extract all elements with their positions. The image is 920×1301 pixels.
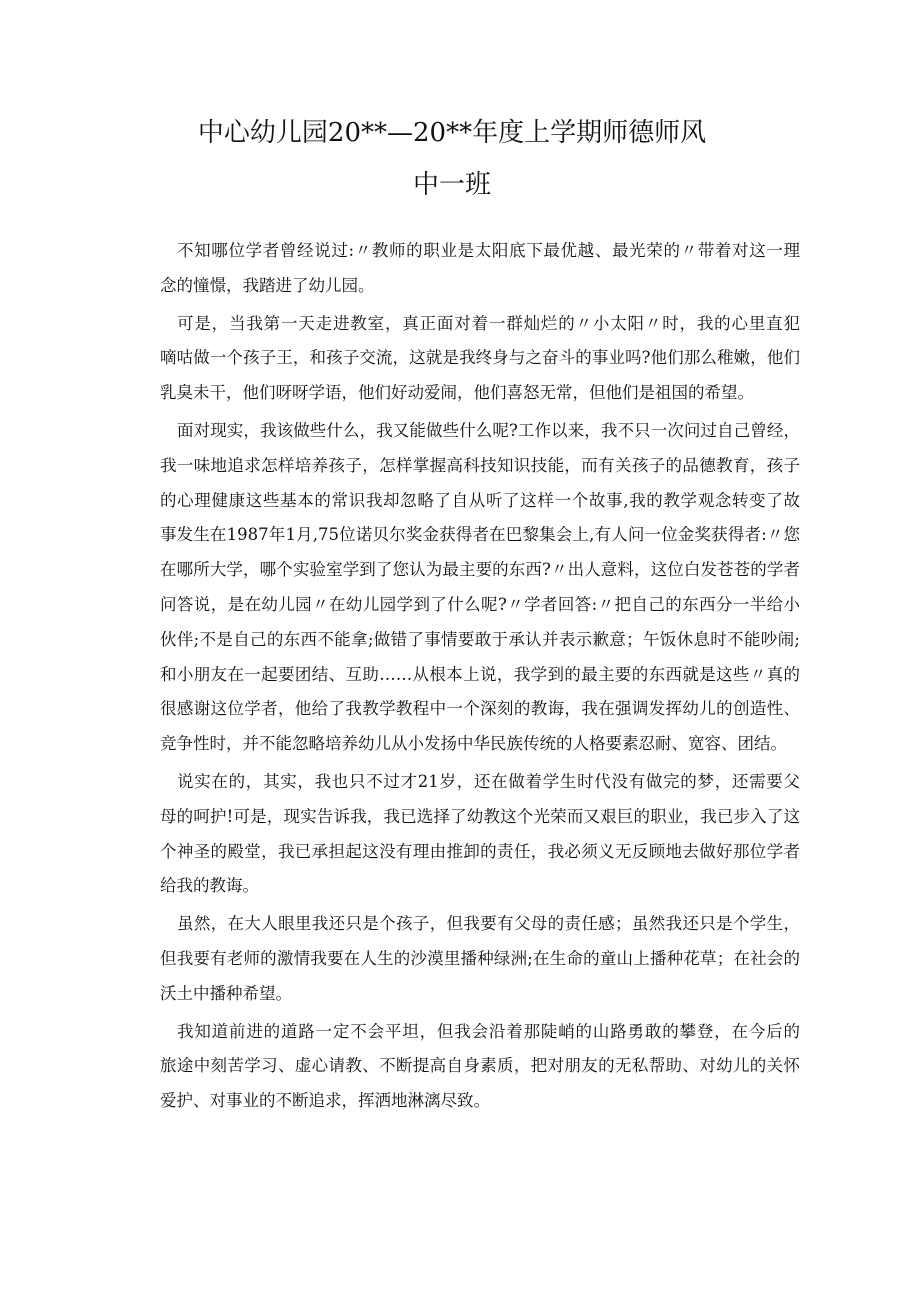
text-line: 个神圣的殿堂，我已承担起这没有理由推卸的责任，我必须义无反顾地去做好那位学者 <box>160 841 800 861</box>
document-body <box>160 234 800 1122</box>
text-line: 面对现实，我该做些什么，我又能做些什么呢?工作以来，我不只一次问过自己曾经， <box>177 420 800 440</box>
text-line: 母的呵护!可是，现实告诉我，我已选择了幼教这个光荣而又艰巨的职业，我已步入了这 <box>160 806 800 826</box>
text-line: 伙伴;不是自己的东西不能拿;做错了事情要敢于承认并表示歉意；午饭休息时不能吵闹; <box>160 629 800 649</box>
text-line: 乳臭未干，他们呀呀学语，他们好动爱闹，他们喜怒无常，但他们是祖国的希望。 <box>160 383 754 403</box>
text-line: 给我的教诲。 <box>160 876 259 896</box>
text-line: 不知哪位学者曾经说过:〃教师的职业是太阳底下最优越、最光荣的〃带着对这一理 <box>177 241 800 260</box>
paragraph <box>160 1015 800 1119</box>
text-line: 事发生在1987年1月,75位诺贝尔奖金获得者在巴黎集会上,有人问一位金奖获得者:〃您 <box>160 525 800 545</box>
text-line: 在哪所大学，哪个实验室学到了您认为最主要的东西?〃出人意料，这位白发苍苍的学者 <box>160 560 800 580</box>
text-line: 沃土中播种希望。 <box>160 983 292 1003</box>
text-line: 可是，当我第一天走进教室，真正面对着一群灿烂的〃小太阳〃时，我的心里直犯 <box>177 313 800 333</box>
paragraph <box>160 765 800 904</box>
text-line: 但我要有老师的激情我要在人生的沙漠里播种绿洲;在生命的童山上播种花草；在社会的 <box>160 948 800 968</box>
text-line: 我一味地追求怎样培养孩子，怎样掌握高科技知识技能，而有关孩子的品德教育，孩子 <box>160 455 800 475</box>
paragraph <box>160 234 800 304</box>
text-line: 很感谢这位学者，他给了我教学教程中一个深刻的教诲，我在强调发挥幼儿的创造性、 <box>160 699 800 719</box>
text-line: 我知道前进的道路一定不会平坦，但我会沿着那陡峭的山路勇敢的攀登，在今后的 <box>177 1021 800 1041</box>
text-line: 虽然，在大人眼里我还只是个孩子，但我要有父母的责任感；虽然我还只是个学生， <box>177 914 800 934</box>
text-line: 和小朋友在一起要团结、互助……从根本上说，我学到的最主要的东西就是这些〃真的 <box>160 664 800 684</box>
text-line: 的心理健康这些基本的常识我却忽略了自从听了这样一个故事,我的教学观念转变了故 <box>160 490 800 510</box>
text-line: 嘀咕做一个孩子王，和孩子交流，这就是我终身与之奋斗的事业吗?他们那么稚嫩，他们 <box>160 348 800 368</box>
text-line: 爱护、对事业的不断追求，挥洒地淋漓尽致。 <box>160 1091 490 1111</box>
text-line: 竞争性时，并不能忽略培养幼儿从小发扬中华民族传统的人格要素忍耐、宽容、团结。 <box>160 734 787 754</box>
paragraph <box>160 307 800 411</box>
document-subtitle: 中一班 <box>412 170 491 200</box>
text-line: 念的憧憬，我踏进了幼儿园。 <box>160 275 375 295</box>
text-line: 问答说，是在幼儿园〃在幼儿园学到了什么呢?〃学者回答:〃把自己的东西分一半给小 <box>160 594 800 614</box>
document-title: 中心幼儿园20**—20**年度上学期师德师风 <box>197 118 707 148</box>
text-line: 说实在的，其实，我也只不过才21岁，还在做着学生时代没有做完的梦，还需要父 <box>177 771 800 791</box>
paragraph <box>160 907 800 1011</box>
text-line: 旅途中刻苦学习、虚心请教、不断提高自身素质，把对朋友的无私帮助、对幼儿的关怀 <box>160 1056 800 1076</box>
paragraph <box>160 414 800 762</box>
